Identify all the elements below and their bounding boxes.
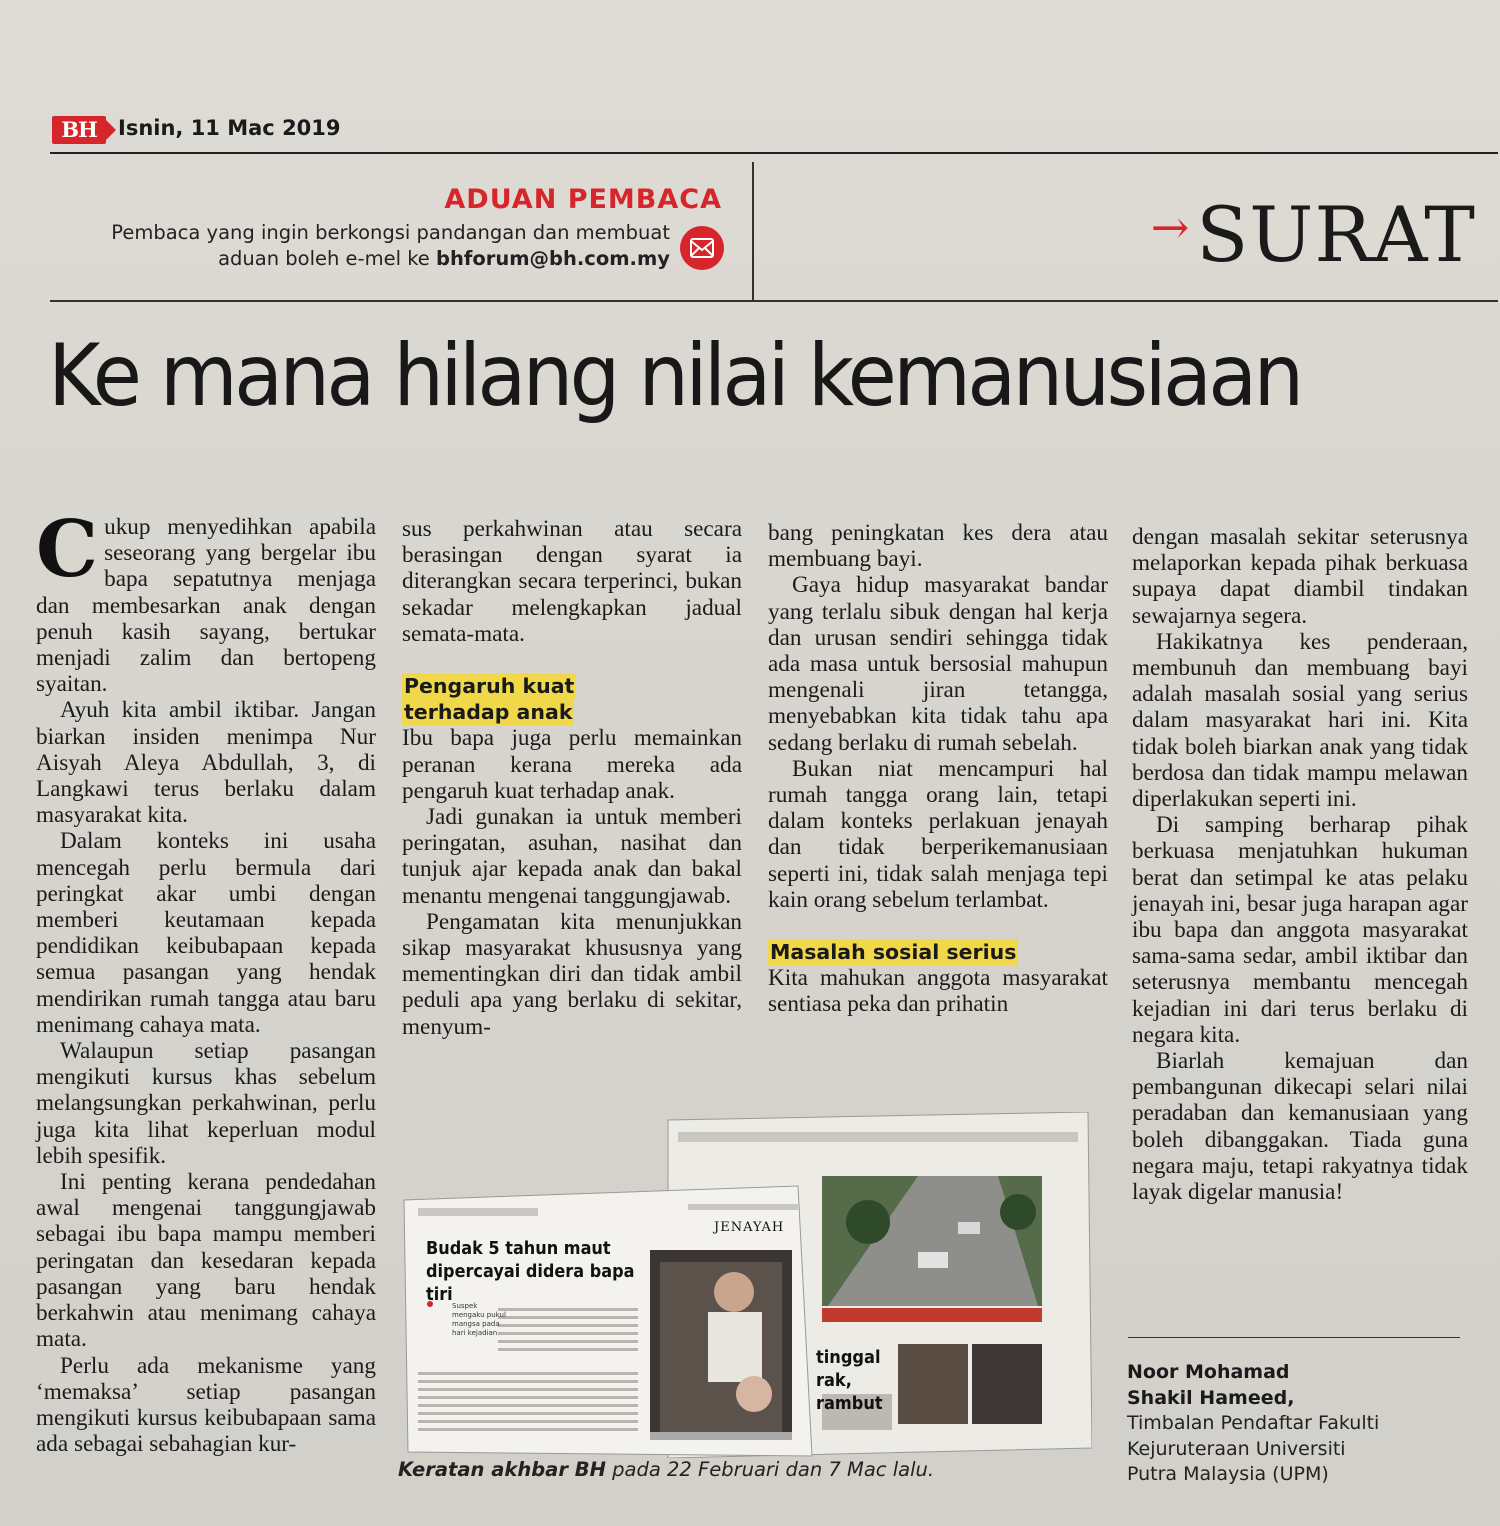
paragraph: Walaupun setiap pasangan mengikuti kursus khas sebelum melangsungkan perkahwinan, perlu juga kita lihat keperluan modul lebih spesifik. (36, 1038, 376, 1169)
drop-cap: C (36, 504, 99, 595)
paragraph: Hakikatnya kes penderaan, membunuh dan membuang bayi adalah masalah sosial yang serius dalam masyarakat hari ini. Kita tidak boleh biarkan anak yang tidak berdosa dan tidak mampu melawan diperlakukan seperti ini. (1132, 628, 1468, 813)
aduan-line-2 (50, 246, 670, 272)
aduan-text (50, 220, 670, 272)
header-divider (752, 162, 754, 302)
paragraph-text: ukup menyedihkan apabila seseorang yang bergelar ibu bapa sepatutnya menjaga dan membesarkan anak dengan penuh kasih sayang, bertukar menjadi zalim dan bertopeng syaitan. (36, 514, 376, 698)
section-label: SURAT (1196, 190, 1476, 279)
subheading-line-1: Pengaruh kuat (404, 674, 575, 699)
aduan-line-2-prefix: aduan boleh e-mel ke (218, 247, 436, 270)
arrow-right-icon: → (1150, 200, 1191, 254)
clipping-headline: Budak 5 tahun maut dipercayai didera bapa tiri (426, 1239, 635, 1305)
author-title-line-3: Putra Malaysia (UPM) (1127, 1463, 1329, 1485)
page-title: Ke mana hilang nilai kemanusiaan (48, 326, 1301, 426)
paragraph: Dalam konteks ini usaha mencegah perlu bermula dari peringkat akar umbi dengan memberi keutamaan kepada pendidikan keibubapaan kepada semua pasangan yang hendak mendirikan rumah tangga atau baru menimang cahaya mata. (36, 828, 376, 1038)
masthead (50, 112, 1498, 154)
article-column-1 (36, 504, 376, 1458)
subheading-line: Masalah sosial serius (770, 940, 1017, 965)
clipping-kicker: Suspek mengaku pukul mangsa pada hari kejadian (452, 1302, 506, 1337)
article-column-3 (768, 520, 1108, 1018)
aduan-email[interactable]: bhforum@bh.com.my (436, 247, 670, 270)
paragraph: Kita mahukan anggota masyarakat sentiasa peka dan prihatin (768, 965, 1108, 1018)
paragraph: Perlu ada mekanisme yang ‘memaksa’ setiap pasangan mengikuti kursus keibubapaan sama ada sebagai sebahagian kur- (36, 1352, 376, 1458)
paragraph: Bukan niat mencampuri hal rumah tangga orang lain, tetapi dalam konteks perlakuan jenayah dan tidak berperikemanusiaan seperti ini, tidak salah menjaga tepi kain orang sebelum terlambat. (768, 755, 1108, 913)
caption-rest: pada 22 Februari dan 7 Mac lalu. (605, 1458, 935, 1481)
author-signature (1127, 1360, 1467, 1488)
aduan-line-1: Pembaca yang ingin berkongsi pandangan dan membuat (111, 221, 670, 244)
paragraph: Ibu bapa juga perlu memainkan peranan kerana mereka ada pengaruh kuat terhadap anak. (402, 725, 742, 804)
author-name-line-2: Shakil Hameed, (1127, 1386, 1295, 1409)
author-title-line-2: Kejuruteraan Universiti (1127, 1437, 1346, 1460)
envelope-icon (680, 226, 724, 270)
clipping-right-headline: tinggal rak, rambut (816, 1347, 883, 1414)
clipping-section-label: JENAYAH (714, 1220, 785, 1235)
subheading-line-2: terhadap anak (404, 700, 573, 725)
paragraph: dengan masalah sekitar seterusnya melaporkan kepada pihak berkuasa supaya dapat diambil tindakan sewajarnya segera. (1132, 524, 1468, 629)
issue-date: Isnin, 11 Mac 2019 (118, 116, 341, 140)
paragraph: Di samping berharap pihak berkuasa menjatuhkan hukuman berat dan setimpal ke atas pelaku jenayah ini, besar juga harapan agar ibu bapa dan anggota masyarakat sama-sama sedar, ambil iktibar dan seterusnya membantu mencegah kejadian ini dari terus berlaku di negara kita. (1132, 812, 1468, 1048)
article-column-4 (1132, 524, 1468, 1205)
paragraph: Jadi gunakan ia untuk memberi peringatan, asuhan, nasihat dan tunjuk ajar kepada anak dan bakal menantu mengenai tanggungjawab. (402, 804, 742, 909)
paragraph: Biarlah kemajuan dan pembangunan dikecapi selari nilai peradaban dan kemanusiaan yang boleh dibanggakan. Tiada guna negara maju, tetapi rakyatnya tidak layak digelar manusia! (1132, 1048, 1468, 1206)
aduan-title: ADUAN PEMBACA (444, 184, 722, 215)
reader-complaint-box (50, 168, 750, 298)
subheading (768, 935, 1108, 965)
newspaper-clipping-image (398, 1112, 1092, 1458)
author-name-line-1: Noor Mohamad (1127, 1361, 1290, 1383)
caption-bold: Keratan akhbar BH (398, 1458, 606, 1481)
paragraph (36, 504, 376, 698)
section-title (1151, 190, 1476, 279)
paragraph: sus perkahwinan atau secara berasingan dengan syarat ia diterangkan secara terperinci, bukan sekadar melengkapkan jadual semata-mata. (402, 516, 742, 647)
paragraph: bang peningkatan kes dera atau membuang bayi. (768, 520, 1108, 573)
paragraph: Ayuh kita ambil iktibar. Jangan biarkan insiden menimpa Nur Aisyah Aleya Abdullah, 3, di Langkawi terus berlaku dalam masyarakat kita. (36, 697, 376, 829)
paragraph: Ini penting kerana pendedahan awal mengenai tanggungjawab sebagai ibu bapa mampu memberi peringatan dan kesedaran kepada pasangan yang baru hendak berkahwin atau menimang cahaya mata. (36, 1169, 376, 1353)
article-column-2 (402, 516, 742, 1040)
subheading (402, 669, 742, 725)
image-caption (398, 1458, 934, 1481)
bh-logo: BH (52, 116, 106, 144)
paragraph: Gaya hidup masyarakat bandar yang terlalu sibuk dengan hal kerja dan urusan sendiri sehingga tidak ada masa untuk bersosial mahupun mengenali jiran tetangga, menyebabkan kita tidak tahu apa sedang berlaku di rumah sebelah. (768, 572, 1108, 756)
signature-rule (1128, 1337, 1460, 1338)
paragraph: Pengamatan kita menunjukkan sikap masyarakat khususnya yang mementingkan diri dan tidak ambil peduli apa yang berlaku di sekitar, menyum- (402, 908, 742, 1040)
author-title-line-1: Timbalan Pendaftar Fakulti (1127, 1412, 1380, 1434)
header-rule (50, 300, 1498, 302)
